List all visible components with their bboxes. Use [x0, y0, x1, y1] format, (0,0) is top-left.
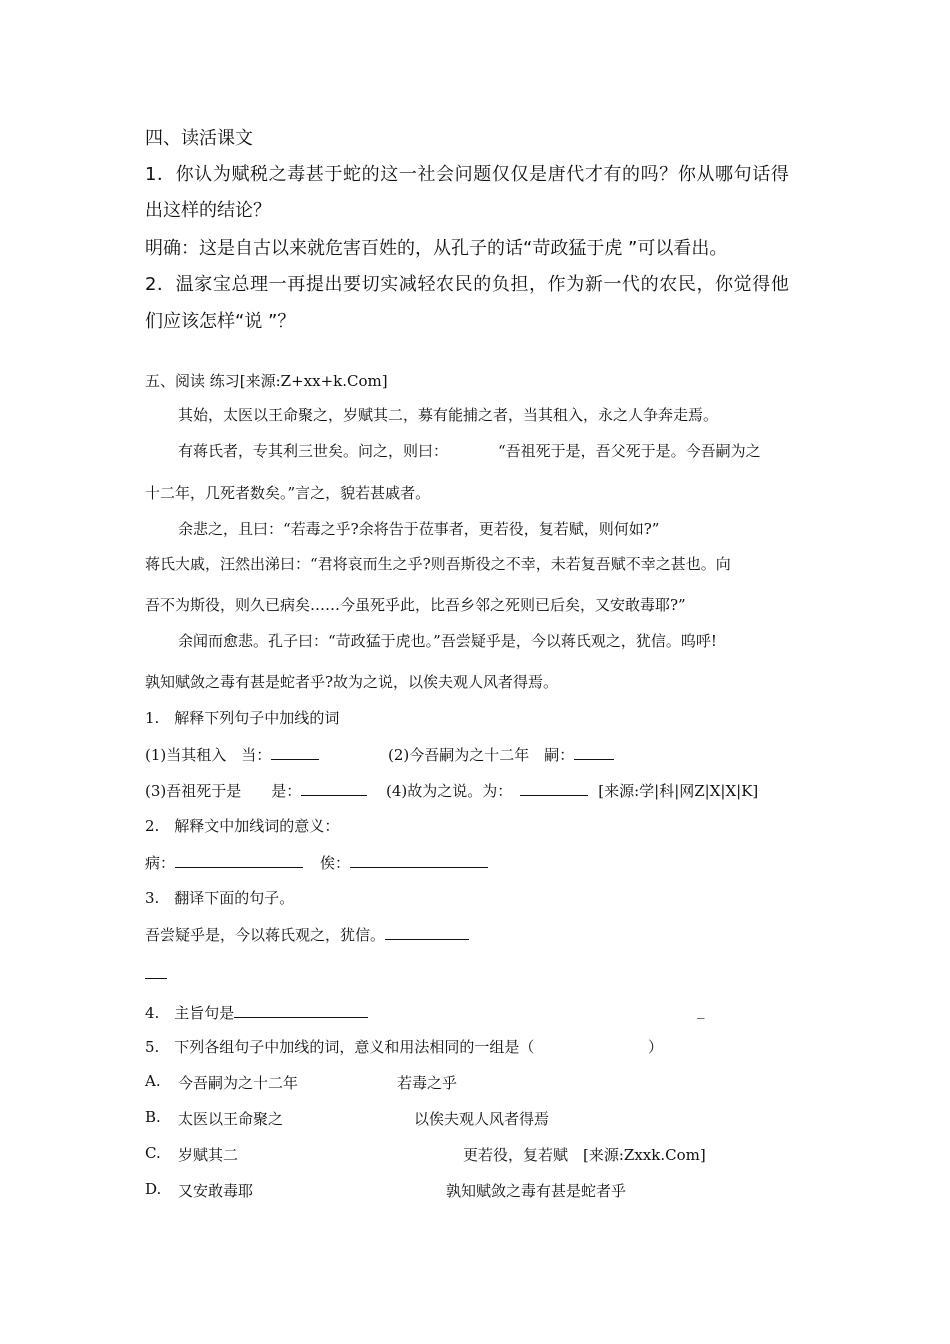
exercise-4-prompt — [145, 1001, 368, 1023]
option-a-right: 若毒之乎 — [397, 1074, 458, 1092]
exercise-1-item-3-label: (3)吾祖死于是 是： — [145, 782, 302, 800]
answer-blank-continuation[interactable] — [145, 966, 167, 979]
exercise-1-item-4 — [386, 779, 758, 801]
option-a-left: 今吾嗣为之十二年 — [178, 1074, 299, 1092]
passage-paragraph-2b: “吾祖死于是，吾父死于是。今吾嗣为之 — [498, 442, 761, 460]
passage-paragraph-1: 其始，太医以王命聚之，岁赋其二，募有能捕之者，当其租入，永之人争奔走焉。 — [178, 406, 719, 424]
passage-paragraph-4b: 吾不为斯役，则久已病矣……今虽死乎此，比吾乡邻之死则已后矣，又安敢毒耶?” — [145, 596, 686, 614]
option-d-left: 又安敢毒耶 — [178, 1182, 254, 1200]
option-b-right: 以俟夫观人风者得焉 — [414, 1110, 550, 1128]
answer-blank[interactable] — [234, 1001, 368, 1018]
passage-paragraph-4a: 蒋氏大戚，汪然出涕曰：“君将哀而生之乎?则吾斯役之不幸，未若复吾赋不幸之甚也。向 — [145, 555, 731, 573]
option-d-right: 孰知赋敛之毒有甚是蛇者乎 — [446, 1182, 627, 1200]
section4-question-1-cont: 出这样的结论？ — [145, 200, 271, 221]
answer-blank[interactable] — [574, 743, 614, 760]
option-b-label[interactable]: B. — [145, 1108, 161, 1126]
exercise-4-label: 4. 主旨句是 — [145, 1004, 235, 1022]
section4-answer: 明确：这是自古以来就危害百姓的，从孔子的话“苛政猛于虎 ”可以看出。 — [145, 238, 728, 259]
answer-blank[interactable] — [271, 743, 319, 760]
exercise-3-sentence-text: 吾尝疑乎是，今以蒋氏观之，犹信。 — [145, 926, 386, 944]
passage-paragraph-5b: 孰知赋敛之毒有甚是蛇者乎?故为之说，以俟夫观人风者得焉。 — [145, 673, 559, 691]
exercise-3-prompt: 3. 翻译下面的句子。 — [145, 889, 295, 907]
passage-paragraph-2c: 十二年，几死者数矣。”言之，貌若甚戚者。 — [145, 484, 431, 502]
exercise-2-item-a-label: 病： — [145, 854, 176, 872]
answer-blank[interactable] — [175, 851, 303, 868]
exercise-1-prompt: 1. 解释下列句子中加线的词 — [145, 709, 340, 727]
exercise-2-item-b — [320, 851, 488, 873]
exercise-1-item-1-label: (1)当其租入 当： — [145, 746, 272, 764]
exercise-5-prompt: 5. 下列各组句子中加线的词，意义和用法相同的一组是（ — [145, 1038, 535, 1056]
exercise-2-item-a — [145, 851, 303, 873]
answer-blank[interactable] — [385, 923, 469, 940]
exercise-3-sentence — [145, 923, 469, 945]
exercise-5-paren-close: ） — [648, 1038, 664, 1056]
exercise-4-tail-blank: _ — [697, 1001, 705, 1019]
option-c-label[interactable]: C. — [145, 1144, 161, 1162]
answer-blank[interactable] — [350, 851, 488, 868]
option-c-right: 更若役，复若赋 [来源:Zxxk.Com] — [463, 1146, 706, 1164]
exercise-2-prompt: 2. 解释文中加线词的意义： — [145, 817, 340, 835]
section4-question-2-cont: 们应该怎样“说 ”？ — [145, 311, 296, 332]
section4-question-2: 2．温家宝总理一再提出要切实减轻农民的负担，作为新一代的农民，你觉得他 — [145, 274, 790, 295]
option-b-left: 太医以王命聚之 — [178, 1110, 284, 1128]
source-note: [来源:学|科|网Z|X|X|K] — [598, 782, 759, 800]
passage-paragraph-5a: 余闻而愈悲。孔子曰：“苛政猛于虎也。”吾尝疑乎是，今以蒋氏观之，犹信。呜呼! — [178, 632, 717, 650]
passage-paragraph-3: 余悲之，且曰：“若毒之乎?余将告于莅事者，更若役，复若赋，则何如?” — [178, 520, 660, 538]
exercise-1-item-2 — [388, 743, 614, 765]
option-d-label[interactable]: D. — [145, 1180, 162, 1198]
exercise-2-item-b-label: 俟： — [320, 854, 351, 872]
answer-blank[interactable] — [520, 779, 588, 796]
exercise-1-item-3 — [145, 779, 367, 801]
exercise-1-item-1 — [145, 743, 319, 765]
answer-blank[interactable] — [301, 779, 367, 796]
passage-paragraph-2a: 有蒋氏者，专其利三世矣。问之，则曰： — [178, 442, 449, 460]
exercise-1-item-4-label: (4)故为之说。为： — [386, 782, 513, 800]
section4-question-1: 1．你认为赋税之毒甚于蛇的这一社会问题仅仅是唐代才有的吗？你从哪句话得 — [145, 164, 790, 185]
exercise-1-item-2-label: (2)今吾嗣为之十二年 嗣： — [388, 746, 575, 764]
option-c-left: 岁赋其二 — [178, 1146, 239, 1164]
section5-heading: 五、阅读 练习[来源:Z+xx+k.Com] — [145, 372, 388, 390]
option-a-label[interactable]: A. — [145, 1072, 161, 1090]
section4-heading: 四、读活课文 — [145, 128, 253, 149]
